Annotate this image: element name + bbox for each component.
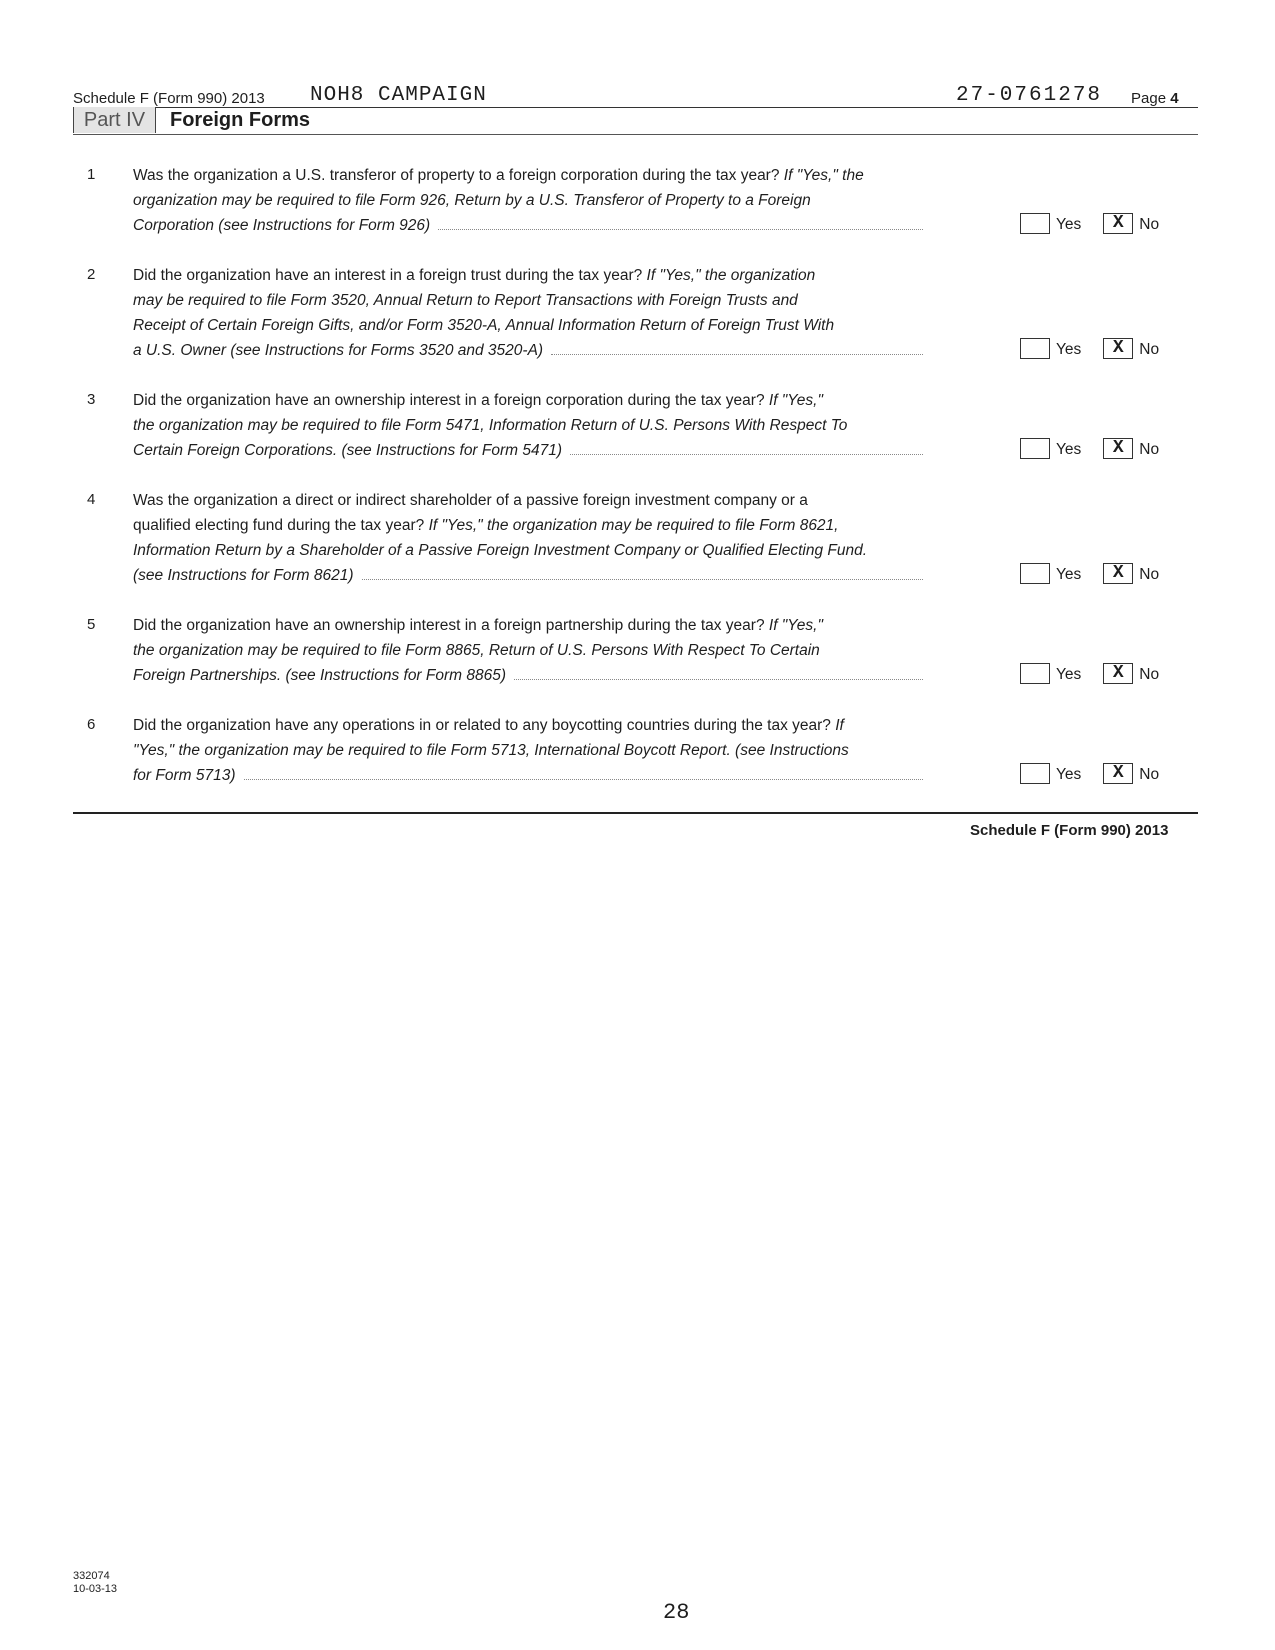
page-number: 4 (1170, 90, 1179, 107)
part-label: Part IV (73, 107, 156, 133)
q2-line1-italic: If "Yes," the organization (646, 267, 816, 284)
organization-name: NOH8 CAMPAIGN (310, 84, 487, 107)
document-page-number: 28 (663, 1600, 690, 1625)
q2-line1: Did the organization have an interest in a foreign trust during the tax year? (133, 267, 647, 284)
question-text (133, 613, 923, 688)
no-label: No (1139, 566, 1160, 583)
q1-yes-checkbox[interactable] (1020, 213, 1050, 234)
question-number: 1 (87, 166, 96, 183)
question-number: 6 (87, 716, 96, 733)
question-text (133, 263, 923, 363)
schedule-header-label: Schedule F (Form 990) 2013 (73, 90, 265, 107)
q2-yes-checkbox[interactable] (1020, 338, 1050, 359)
yes-label: Yes (1056, 441, 1082, 458)
q1-line1: Was the organization a U.S. transferor of property to a foreign corporation during the tax year? (133, 167, 784, 184)
footer-rule (73, 812, 1198, 814)
q5-line1: Did the organization have an ownership interest in a foreign partnership during the tax year? (133, 617, 769, 634)
q3-no-checkbox[interactable]: X (1103, 438, 1133, 459)
q3-yes-checkbox[interactable] (1020, 438, 1050, 459)
leader-dots (362, 579, 923, 580)
q6-yes-checkbox[interactable] (1020, 763, 1050, 784)
question-number: 2 (87, 266, 96, 283)
leader-dots (514, 679, 923, 680)
ein-number: 27-0761278 (956, 84, 1103, 107)
form-code-number: 332074 (73, 1570, 110, 1582)
q1-answer (1020, 213, 1181, 234)
q2-line4: a U.S. Owner (see Instructions for Forms 3520 and 3520-A) (133, 342, 544, 359)
no-label: No (1139, 766, 1160, 783)
q6-line3: for Form 5713) (133, 767, 236, 784)
q6-line2: "Yes," the organization may be required to file Form 5713, International Boycott Report. (see Instructions (133, 742, 849, 759)
q4-no-checkbox[interactable]: X (1103, 563, 1133, 584)
q3-line3: Certain Foreign Corporations. (see Instructions for Form 5471) (133, 442, 563, 459)
leader-dots (570, 454, 923, 455)
part-title: Foreign Forms (170, 109, 311, 131)
q4-line2-italic: If "Yes," the organization may be required to file Form 8621, (428, 517, 839, 534)
q2-line2: may be required to file Form 3520, Annual Return to Report Transactions with Foreign Trusts and (133, 292, 798, 309)
q5-line1-italic: If "Yes," (768, 617, 823, 634)
leader-dots (438, 229, 923, 230)
q1-line1-italic: If "Yes," the (783, 167, 864, 184)
q3-line1-italic: If "Yes," (768, 392, 823, 409)
q5-line3: Foreign Partnerships. (see Instructions for Form 8865) (133, 667, 507, 684)
q6-line1: Did the organization have any operations in or related to any boycotting countries during the tax year? (133, 717, 836, 734)
question-number: 4 (87, 491, 96, 508)
yes-label: Yes (1056, 666, 1082, 683)
question-text (133, 713, 923, 788)
q5-line2: the organization may be required to file Form 8865, Return of U.S. Persons With Respect To Certain (133, 642, 820, 659)
q1-line3: Corporation (see Instructions for Form 926) (133, 217, 431, 234)
leader-dots (551, 354, 923, 355)
yes-label: Yes (1056, 341, 1082, 358)
q4-answer (1020, 563, 1181, 584)
q2-answer (1020, 338, 1181, 359)
q6-answer (1020, 763, 1181, 784)
q1-line2: organization may be required to file Form 926, Return by a U.S. Transferor of Property to a Foreign (133, 192, 811, 209)
q6-line1-italic: If (835, 717, 844, 734)
yes-label: Yes (1056, 216, 1082, 233)
question-text (133, 488, 923, 588)
no-label: No (1139, 341, 1160, 358)
q4-line2: qualified electing fund during the tax year? (133, 517, 429, 534)
form-code (73, 1570, 117, 1596)
part-rule (73, 134, 1198, 135)
no-label: No (1139, 441, 1160, 458)
header-rule (73, 107, 1198, 108)
leader-dots (244, 779, 923, 780)
q1-no-checkbox[interactable]: X (1103, 213, 1133, 234)
schedule-footer-label: Schedule F (Form 990) 2013 (970, 822, 1169, 839)
q2-no-checkbox[interactable]: X (1103, 338, 1133, 359)
q4-yes-checkbox[interactable] (1020, 563, 1050, 584)
q4-line1: Was the organization a direct or indirect shareholder of a passive foreign investment company or a (133, 492, 808, 509)
question-text (133, 163, 923, 238)
question-number: 5 (87, 616, 96, 633)
yes-label: Yes (1056, 566, 1082, 583)
q3-line2: the organization may be required to file Form 5471, Information Return of U.S. Persons With Respect To (133, 417, 848, 434)
q6-no-checkbox[interactable]: X (1103, 763, 1133, 784)
no-label: No (1139, 666, 1160, 683)
q5-no-checkbox[interactable]: X (1103, 663, 1133, 684)
page-prefix: Page (1131, 90, 1167, 107)
question-text (133, 388, 923, 463)
q5-answer (1020, 663, 1181, 684)
q2-line3: Receipt of Certain Foreign Gifts, and/or Form 3520-A, Annual Information Return of Foreign Trust With (133, 317, 835, 334)
q4-line3: Information Return by a Shareholder of a Passive Foreign Investment Company or Qualified Electing Fund. (133, 542, 868, 559)
q5-yes-checkbox[interactable] (1020, 663, 1050, 684)
question-number: 3 (87, 391, 96, 408)
q3-line1: Did the organization have an ownership interest in a foreign corporation during the tax year? (133, 392, 769, 409)
yes-label: Yes (1056, 766, 1082, 783)
form-code-date: 10-03-13 (73, 1583, 118, 1595)
no-label: No (1139, 216, 1160, 233)
page-label (1131, 90, 1179, 107)
q4-line4: (see Instructions for Form 8621) (133, 567, 354, 584)
q3-answer (1020, 438, 1181, 459)
